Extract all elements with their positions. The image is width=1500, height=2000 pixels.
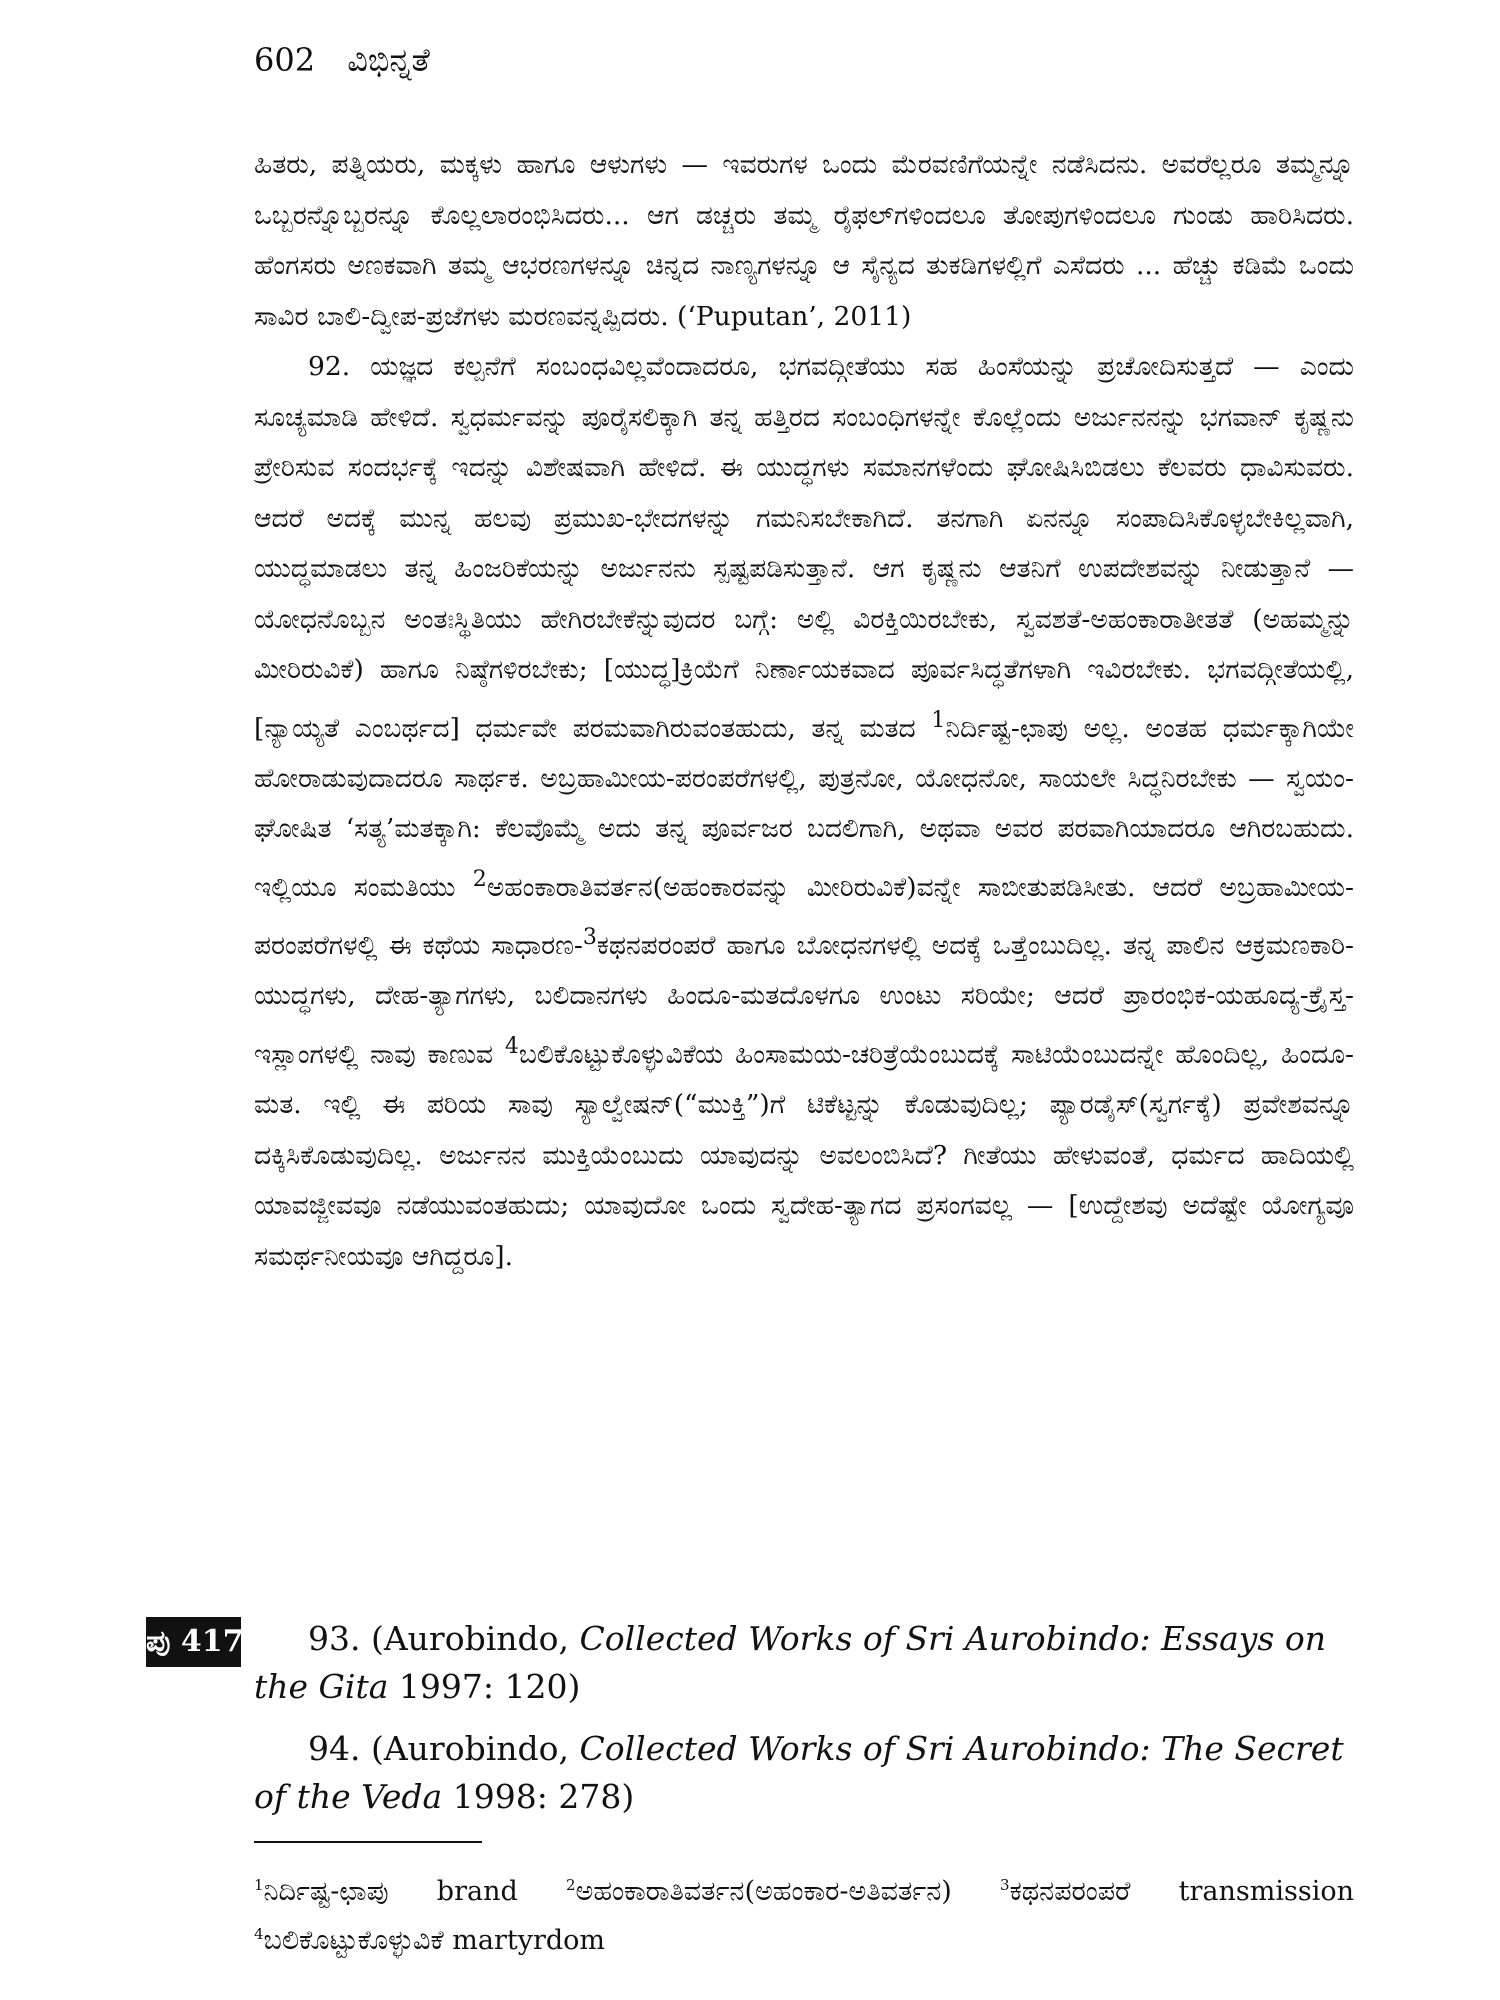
footnote-3-number: 3 <box>1000 1876 1010 1894</box>
note-94 <box>254 1725 1354 1821</box>
footnote-ref-4: 4 <box>504 1033 519 1059</box>
running-header <box>254 38 430 82</box>
footnote-glossary <box>254 1864 1354 1962</box>
footnote-1-text: ನಿರ್ದಿಷ್ಟ-ಛಾಪು brand <box>263 1876 566 1907</box>
continued-paragraph: ಹಿತರು, ಪತ್ನಿಯರು, ಮಕ್ಕಳು ಹಾಗೂ ಆಳುಗಳು — ಇವರುಗಳ ಒಂದು ಮೆರವಣಿಗೆಯನ್ನೇ ನಡೆಸಿದನು. ಅವರೆಲ್ಲರೂ ತಮ್ಮನ್ನೂ ಒಬ್ಬರನ್ನೊಬ್ಬರನ್ನೂ ಕೊಲ್ಲಲಾರಂಭಿಸಿದರು... ಆಗ ಡಚ್ಚರು ತಮ್ಮ ರೈಫಲ್‌ಗಳಿಂದಲೂ ತೋಪುಗಳಿಂದಲೂ ಗುಂಡು ಹಾರಿಸಿದರು. ಹೆಂಗಸರು ಅಣಕವಾಗಿ ತಮ್ಮ ಆಭರಣಗಳನ್ನೂ ಚಿನ್ನದ ನಾಣ್ಯಗಳನ್ನೂ ಆ ಸೈನ್ಯದ ತುಕಡಿಗಳಲ್ಲಿಗೆ ಎಸೆದರು ... ಹೆಚ್ಚು ಕಡಿಮೆ ಒಂದು ಸಾವಿರ ಬಾಲಿ-ದ್ವೀಪ-ಪ್ರಜೆಗಳು ಮರಣವನ್ನಪ್ಪಿದರು. (‘Puputan’, 2011) <box>254 149 1354 332</box>
note-93 <box>254 1615 1354 1711</box>
footnote-divider <box>254 1841 482 1843</box>
note-92 <box>254 342 1354 1282</box>
note-93-suffix: 1997: 120) <box>388 1667 581 1706</box>
footnote-ref-3: 3 <box>582 925 597 951</box>
note-92-part-2: ನಿರ್ದಿಷ್ಟ-ಛಾಪು ಅಲ್ಲ. ಅಂತಹ ಧರ್ಮಕ್ಕಾಗಿಯೇ ಹೋರಾಡುವುದಾದರೂ ಸಾರ್ಥಕ. ಅಬ್ರಹಾಮೀಯ-ಪರಂಪರೆಗಳಲ್ಲಿ, ಪುತ್ರನೋ, ಯೋಧನೋ, ಸಾಯಲೇ ಸಿದ್ಧನಿರಬೇಕು — ಸ್ವಯಂ-ಘೋಷಿತ ‘ಸತ್ಯ’ಮತಕ್ಕಾಗಿ: ಕೆಲವೊಮ್ಮೆ ಅದು ತನ್ನ ಪೂರ್ವಜರ ಬದಲಿಗಾಗಿ, ಅಥವಾ ಅವರ ಪರವಾಗಿಯಾದರೂ ಆಗಿರಬಹುದು. ಇಲ್ಲಿಯೂ ಸಂಮತಿಯು <box>254 712 1354 903</box>
note-93-prefix: 93. (Aurobindo, <box>308 1619 580 1658</box>
note-94-title: Collected Works of Sri Aurobindo: The Secret of the Veda <box>254 1729 1344 1816</box>
footnotes <box>254 1864 1354 1962</box>
footnote-2-number: 2 <box>565 1876 576 1894</box>
note-92-part-1: 92. ಯಜ್ಞದ ಕಲ್ಪನೆಗೆ ಸಂಬಂಧವಿಲ್ಲವೆಂದಾದರೂ, ಭಗವದ್ಗೀತೆಯು ಸಹ ಹಿಂಸೆಯನ್ನು ಪ್ರಚೋದಿಸುತ್ತದೆ — ಎಂದು ಸೂಚ್ಯಮಾಡಿ ಹೇಳಿದೆ. ಸ್ವಧರ್ಮವನ್ನು ಪೂರೈಸಲಿಕ್ಕಾಗಿ ತನ್ನ ಹತ್ತಿರದ ಸಂಬಂಧಿಗಳನ್ನೇ ಕೊಲ್ಲೆಂದು ಅರ್ಜುನನನ್ನು ಭಗವಾನ್ ಕೃಷ್ಣನು ಪ್ರೇರಿಸುವ ಸಂದರ್ಭಕ್ಕೆ ಇದನ್ನು ವಿಶೇಷವಾಗಿ ಹೇಳಿದೆ. ಈ ಯುದ್ಧಗಳು ಸಮಾನಗಳೆಂದು ಘೋಷಿಸಿಬಿಡಲು ಕೆಲವರು ಧಾವಿಸುವರು. ಆದರೆ ಅದಕ್ಕೆ ಮುನ್ನ ಹಲವು ಪ್ರಮುಖ-ಭೇದಗಳನ್ನು ಗಮನಿಸಬೇಕಾಗಿದೆ. ತನಗಾಗಿ ಏನನ್ನೂ ಸಂಪಾದಿಸಿಕೊಳ್ಳಬೇಕಿಲ್ಲವಾಗಿ, ಯುದ್ಧಮಾಡಲು ತನ್ನ ಹಿಂಜರಿಕೆಯನ್ನು ಅರ್ಜುನನು ಸ್ಪಷ್ಟಪಡಿಸುತ್ತಾನೆ. ಆಗ ಕೃಷ್ಣನು ಆತನಿಗೆ ಉಪದೇಶವನ್ನು ನೀಡುತ್ತಾನೆ — ಯೋಧನೊಬ್ಬನ ಅಂತಃಸ್ಥಿತಿಯು ಹೇಗಿರಬೇಕೆನ್ನುವುದರ ಬಗ್ಗೆ: ಅಲ್ಲಿ ವಿರಕ್ತಿಯಿರಬೇಕು, ಸ್ವವಶತೆ-ಅಹಂಕಾರಾತೀತತೆ (ಅಹಮ್ಮನ್ನು ಮೀರಿರುವಿಕೆ) ಹಾಗೂ ನಿಷ್ಠೆಗಳಿರಬೇಕು; [ಯುದ್ಧ]ಕ್ರಿಯೆಗೆ ನಿರ್ಣಾಯಕವಾದ ಪೂರ್ವಸಿದ್ಧತೆಗಳಾಗಿ ಇವಿರಬೇಕು. ಭಗವದ್ಗೀತೆಯಲ್ಲಿ, [ನ್ಯಾಯ್ಯತೆ ಎಂಬರ್ಥದ] ಧರ್ಮವೇ ಪರಮವಾಗಿರುವಂತಹುದು, ತನ್ನ ಮತದ <box>254 351 1354 744</box>
footnote-4-number: 4 <box>254 1925 264 1943</box>
body-text <box>254 140 1354 1282</box>
note-92-part-5: ಬಲಿಕೊಟ್ಟುಕೊಳ್ಳುವಿಕೆಯ ಹಿಂಸಾಮಯ-ಚರಿತ್ರೆಯೆಂಬುದಕ್ಕೆ ಸಾಟಿಯೆಂಬುದನ್ನೇ ಹೊಂದಿಲ್ಲ, ಹಿಂದೂ-ಮತ. ಇಲ್ಲಿ ಈ ಪರಿಯ ಸಾವು ಸ್ಯಾಲ್ವೇಷನ್(“ಮುಕ್ತಿ”)ಗೆ ಟಿಕೆಟ್ಟನ್ನು ಕೊಡುವುದಿಲ್ಲ; ಪ್ಯಾರಡೈಸ್(ಸ್ವರ್ಗಕ್ಕೆ) ಪ್ರವೇಶವನ್ನೂ ದಕ್ಕಿಸಿಕೊಡುವುದಿಲ್ಲ. ಅರ್ಜುನನ ಮುಕ್ತಿಯೆಂಬುದು ಯಾವುದನ್ನು ಅವಲಂಬಿಸಿದೆ? ಗೀತೆಯು ಹೇಳುವಂತೆ, ಧರ್ಮದ ಹಾದಿಯಲ್ಲಿ ಯಾವಜ್ಜೀವವೂ ನಡೆಯುವಂತಹುದು; ಯಾವುದೋ ಒಂದು ಸ್ವದೇಹ-ತ್ಯಾಗದ ಪ್ರಸಂಗವಲ್ಲ — [ಉದ್ದೇಶವು ಅದೆಷ್ಟೇ ಯೋಗ್ಯವೂ ಸಮರ್ಥನೀಯವೂ ಆಗಿದ್ದರೂ]. <box>254 1038 1354 1272</box>
note-92-part-4: ಕಥನಪರಂಪರೆ ಹಾಗೂ ಬೋಧನಗಳಲ್ಲಿ ಅದಕ್ಕೆ ಒತ್ತೆಂಬುದಿಲ್ಲ. ತನ್ನ ಪಾಲಿನ ಆಕ್ರಮಣಕಾರಿ-ಯುದ್ಧಗಳು, ದೇಹ-ತ್ಯಾಗಗಳು, ಬಲಿದಾನಗಳು ಹಿಂದೂ-ಮತದೊಳಗೂ ಉಂಟು ಸರಿಯೇ; ಆದರೆ ಪ್ರಾರಂಭಿಕ-ಯಹೂದ್ಯ-ಕ್ರೈಸ್ತ-ಇಸ್ಲಾಂಗಳಲ್ಲಿ ನಾವು ಕಾಣುವ <box>254 929 1355 1070</box>
footnote-ref-2: 2 <box>472 866 487 892</box>
footnote-2-text: ಅಹಂಕಾರಾತಿವರ್ತನ(ಅಹಂಕಾರ-ಅತಿವರ್ತನ) <box>575 1876 1001 1907</box>
note-94-suffix: 1998: 278) <box>442 1777 635 1816</box>
footnote-ref-1: 1 <box>931 707 946 733</box>
footnote-4-text: ಬಲಿಕೊಟ್ಟುಕೊಳ್ಳುವಿಕೆ martyrdom <box>263 1925 606 1956</box>
note-94-prefix: 94. (Aurobindo, <box>308 1729 580 1768</box>
note-93-title: Collected Works of Sri Aurobindo: Essays on the Gita <box>254 1619 1326 1706</box>
footnote-1-number: 1 <box>254 1876 264 1894</box>
footnote-3-text: ಕಥನಪರಂಪರೆ transmission <box>1009 1876 1354 1907</box>
page-number: 602 <box>254 41 316 79</box>
english-notes <box>254 1615 1354 1835</box>
original-page-marker: ಪು 417 <box>146 1617 241 1667</box>
note-92-part-3: ಅಹಂಕಾರಾತಿವರ್ತನ(ಅಹಂಕಾರವನ್ನು ಮೀರಿರುವಿಕೆ)ವನ್ನೇ ಸಾಬೀತುಪಡಿಸೀತು. ಆದರೆ ಅಬ್ರಹಾಮೀಯ-ಪರಂಪರೆಗಳಲ್ಲಿ ಈ ಕಥೆಯ ಸಾಧಾರಣ- <box>254 871 1355 961</box>
running-title: ವಿಭಿನ್ನತೆ <box>347 41 430 79</box>
